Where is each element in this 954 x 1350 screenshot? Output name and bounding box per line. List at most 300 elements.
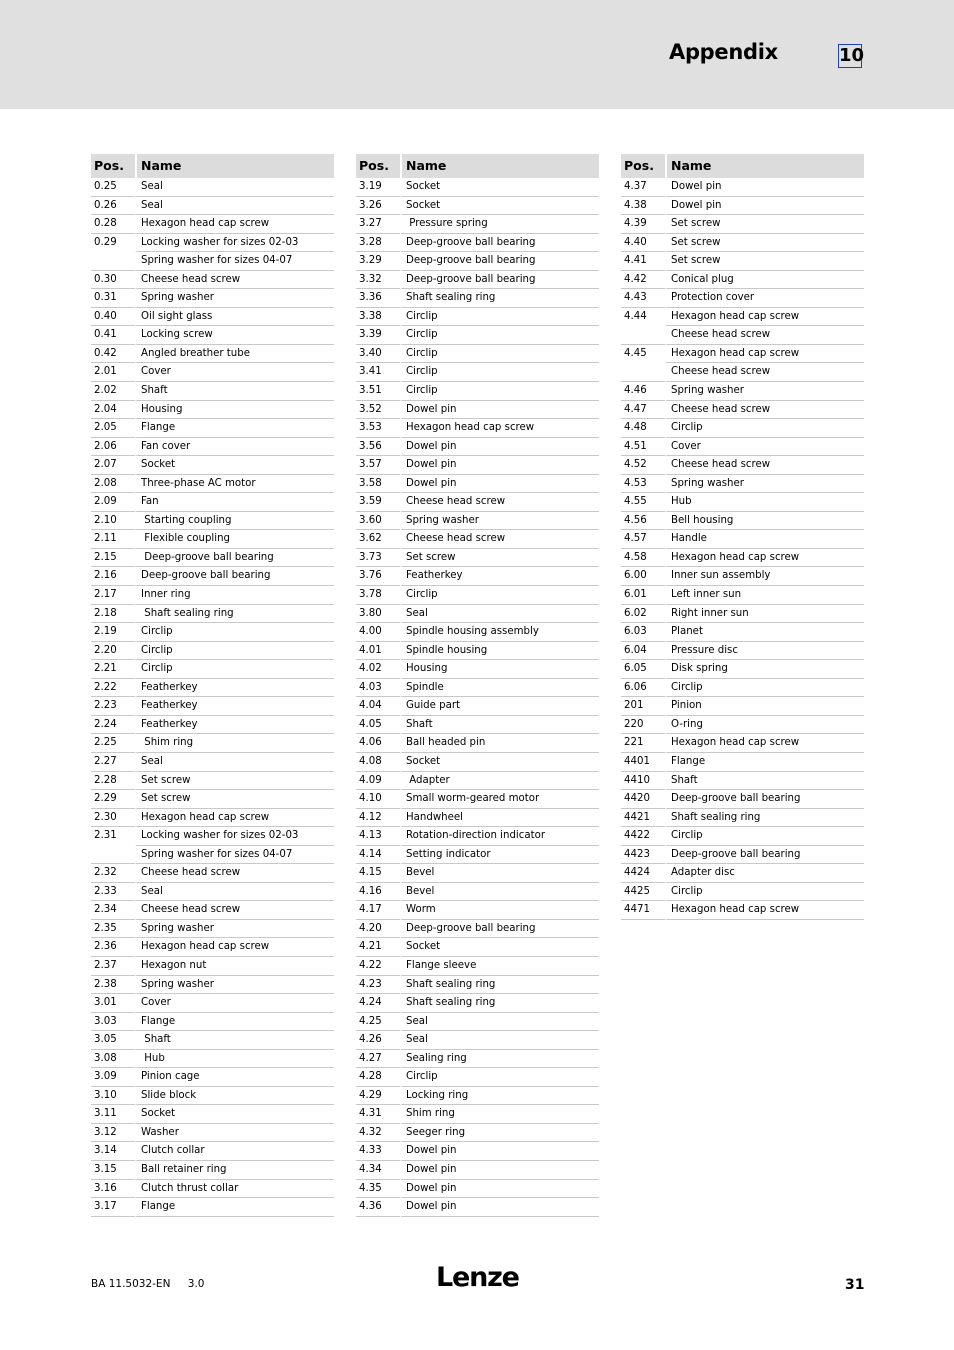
table-row bbox=[91, 938, 334, 957]
table-row bbox=[621, 827, 864, 846]
name-cell: Hexagon nut bbox=[135, 957, 334, 976]
name-cell: Socket bbox=[135, 1105, 334, 1124]
pos-cell: 4.55 bbox=[621, 493, 665, 512]
name-cell: Clutch collar bbox=[135, 1142, 334, 1161]
name-cell: Clutch thrust collar bbox=[135, 1180, 334, 1199]
table-row bbox=[621, 901, 864, 920]
name-cell: Conical plug bbox=[665, 271, 864, 290]
name-cell: Pressure spring bbox=[400, 215, 599, 234]
pos-cell: 2.01 bbox=[91, 363, 135, 382]
pos-cell: 3.39 bbox=[356, 326, 400, 345]
table-row bbox=[356, 883, 599, 902]
pos-cell: 4.37 bbox=[621, 178, 665, 197]
name-cell: Pinion bbox=[665, 697, 864, 716]
pos-cell: 4.44 bbox=[624, 310, 647, 322]
pos-cell: 3.17 bbox=[91, 1198, 135, 1217]
table-row bbox=[621, 660, 864, 679]
pos-cell: 2.25 bbox=[91, 734, 135, 753]
pos-cell: 4.16 bbox=[356, 883, 400, 902]
table-row bbox=[91, 790, 334, 809]
table-row bbox=[91, 753, 334, 772]
table-row bbox=[356, 308, 599, 327]
name-cell: Circlip bbox=[400, 308, 599, 327]
table-row bbox=[91, 419, 334, 438]
pos-cell: 0.42 bbox=[91, 345, 135, 364]
pos-cell: 2.18 bbox=[91, 605, 135, 624]
pos-cell: 3.57 bbox=[356, 456, 400, 475]
name-cell: Cheese head screw bbox=[135, 271, 334, 290]
table-row bbox=[356, 586, 599, 605]
name-cell: Dowel pin bbox=[400, 1180, 599, 1199]
table-row bbox=[91, 363, 334, 382]
parts-table-3 bbox=[621, 154, 864, 920]
pos-cell: 4.40 bbox=[621, 234, 665, 253]
table-row bbox=[356, 734, 599, 753]
name-cell: Locking screw bbox=[135, 326, 334, 345]
lenze-logo: Lenze bbox=[436, 1262, 519, 1293]
pos-cell: 4.03 bbox=[356, 679, 400, 698]
name-cell: Hexagon head cap screw bbox=[135, 809, 334, 828]
name-cell: Seal bbox=[135, 197, 334, 216]
name-cell: Deep-groove ball bearing bbox=[400, 234, 599, 253]
table-row bbox=[621, 809, 864, 828]
name-cell: Housing bbox=[135, 401, 334, 420]
name-cell: Featherkey bbox=[400, 567, 599, 586]
chapter-number-link[interactable]: 10 bbox=[839, 45, 865, 66]
name-cell: Cheese head screw bbox=[135, 901, 334, 920]
name-cell: Seeger ring bbox=[400, 1124, 599, 1143]
table-row bbox=[91, 679, 334, 698]
pos-cell: 4.39 bbox=[621, 215, 665, 234]
name-cell: Circlip bbox=[400, 345, 599, 364]
name-cell: Hexagon head cap screw bbox=[665, 901, 864, 920]
pos-cell: 3.62 bbox=[356, 530, 400, 549]
name-cell: Ball retainer ring bbox=[135, 1161, 334, 1180]
table-row bbox=[356, 549, 599, 568]
pos-cell: 4.36 bbox=[356, 1198, 400, 1217]
pos-cell: 4.28 bbox=[356, 1068, 400, 1087]
table-row bbox=[356, 716, 599, 735]
table-row bbox=[356, 994, 599, 1013]
table-row bbox=[621, 586, 864, 605]
pos-cell: 3.14 bbox=[91, 1142, 135, 1161]
name-cell: Shaft sealing ring bbox=[400, 289, 599, 308]
table-row bbox=[356, 976, 599, 995]
header-pos: Pos. bbox=[624, 158, 654, 173]
pos-cell: 3.76 bbox=[356, 567, 400, 586]
table-row bbox=[621, 234, 864, 253]
pos-cell: 3.56 bbox=[356, 438, 400, 457]
name-cell: Bell housing bbox=[665, 512, 864, 531]
table-row bbox=[621, 716, 864, 735]
pos-cell: 4.46 bbox=[621, 382, 665, 401]
pos-cell: 4.01 bbox=[356, 642, 400, 661]
pos-cell: 4.24 bbox=[356, 994, 400, 1013]
table-row bbox=[356, 1068, 599, 1087]
table-row bbox=[356, 679, 599, 698]
pos-cell: 4.26 bbox=[356, 1031, 400, 1050]
table-row bbox=[621, 530, 864, 549]
table-row bbox=[91, 864, 334, 883]
table-row bbox=[91, 308, 334, 327]
table-row bbox=[356, 493, 599, 512]
table-row bbox=[91, 1031, 334, 1050]
table-row bbox=[621, 605, 864, 624]
name-cell: Hexagon head cap screw bbox=[665, 549, 864, 568]
name-cell: Locking ring bbox=[400, 1087, 599, 1106]
pos-cell: 3.32 bbox=[356, 271, 400, 290]
pos-cell bbox=[91, 252, 135, 271]
pos-cell: 2.30 bbox=[91, 809, 135, 828]
pos-cell: 4.47 bbox=[621, 401, 665, 420]
name-cell: Circlip bbox=[665, 827, 864, 846]
table-row bbox=[356, 846, 599, 865]
name-cell: Flange sleeve bbox=[400, 957, 599, 976]
pos-cell: 3.10 bbox=[91, 1087, 135, 1106]
name-cell: Circlip bbox=[400, 586, 599, 605]
name-cell: Shaft bbox=[135, 1031, 334, 1050]
pos-cell: 4410 bbox=[621, 772, 665, 791]
table-row bbox=[91, 1068, 334, 1087]
table-row bbox=[356, 382, 599, 401]
pos-cell: 4.56 bbox=[621, 512, 665, 531]
table-row bbox=[91, 252, 334, 271]
name-cell: Dowel pin bbox=[400, 1142, 599, 1161]
footer-doc-info bbox=[91, 1278, 218, 1290]
pos-cell: 2.04 bbox=[91, 401, 135, 420]
table-row bbox=[91, 901, 334, 920]
table-row bbox=[621, 252, 864, 271]
table-row bbox=[356, 1142, 599, 1161]
table-row bbox=[356, 530, 599, 549]
name-cell: Flange bbox=[135, 1013, 334, 1032]
table-row bbox=[621, 438, 864, 457]
pos-cell: 2.37 bbox=[91, 957, 135, 976]
table-row bbox=[621, 308, 864, 327]
table-row bbox=[356, 289, 599, 308]
pos-cell: 2.33 bbox=[91, 883, 135, 902]
table-row bbox=[91, 1050, 334, 1069]
table-row bbox=[356, 753, 599, 772]
table-row bbox=[356, 456, 599, 475]
table-row bbox=[91, 289, 334, 308]
table-row bbox=[356, 809, 599, 828]
name-cell: Cheese head screw bbox=[400, 493, 599, 512]
name-cell: Seal bbox=[400, 1013, 599, 1032]
name-cell: Circlip bbox=[665, 679, 864, 698]
table-row bbox=[356, 401, 599, 420]
pos-cell: 0.28 bbox=[91, 215, 135, 234]
pos-cell: 2.34 bbox=[91, 901, 135, 920]
pos-cell: 6.03 bbox=[621, 623, 665, 642]
pos-cell: 4.13 bbox=[356, 827, 400, 846]
table-row bbox=[91, 401, 334, 420]
table-row bbox=[356, 827, 599, 846]
name-cell: Shaft sealing ring bbox=[135, 605, 334, 624]
pos-cell: 2.11 bbox=[91, 530, 135, 549]
name-cell: Shim ring bbox=[135, 734, 334, 753]
table-row bbox=[91, 456, 334, 475]
name-cell: Dowel pin bbox=[665, 197, 864, 216]
pos-cell: 3.59 bbox=[356, 493, 400, 512]
pos-cell: 3.73 bbox=[356, 549, 400, 568]
name-cell: Ball headed pin bbox=[400, 734, 599, 753]
table-row bbox=[356, 512, 599, 531]
pos-cell: 3.27 bbox=[356, 215, 400, 234]
name-cell: Disk spring bbox=[665, 660, 864, 679]
doc-version: 3.0 bbox=[187, 1278, 205, 1290]
table-row bbox=[91, 883, 334, 902]
name-cell: Protection cover bbox=[665, 289, 864, 308]
name-cell: Shaft bbox=[665, 772, 864, 791]
pos-cell: 3.58 bbox=[356, 475, 400, 494]
pos-cell: 4.48 bbox=[621, 419, 665, 438]
pos-cell: 3.08 bbox=[91, 1050, 135, 1069]
table-row bbox=[621, 883, 864, 902]
pos-cell: 2.19 bbox=[91, 623, 135, 642]
table-row bbox=[91, 530, 334, 549]
table-row bbox=[356, 1180, 599, 1199]
pos-cell: 4423 bbox=[621, 846, 665, 865]
name-cell: Cover bbox=[135, 363, 334, 382]
pos-cell: 4.25 bbox=[356, 1013, 400, 1032]
pos-cell: 4.53 bbox=[621, 475, 665, 494]
name-cell: Inner ring bbox=[135, 586, 334, 605]
table-row bbox=[356, 697, 599, 716]
pos-cell: 2.16 bbox=[91, 567, 135, 586]
pos-cell: 0.26 bbox=[91, 197, 135, 216]
table-row bbox=[91, 382, 334, 401]
table-row bbox=[91, 326, 334, 345]
pos-cell: 0.31 bbox=[91, 289, 135, 308]
pos-cell: 4.02 bbox=[356, 660, 400, 679]
pos-cell: 2.36 bbox=[91, 938, 135, 957]
name-cell: Adapter bbox=[400, 772, 599, 791]
pos-cell: 3.38 bbox=[356, 308, 400, 327]
name-cell: Bevel bbox=[400, 883, 599, 902]
table-row bbox=[621, 567, 864, 586]
table-row bbox=[91, 772, 334, 791]
name-cell: Pinion cage bbox=[135, 1068, 334, 1087]
name-cell: Hexagon head cap screw bbox=[665, 345, 864, 364]
table-row bbox=[91, 734, 334, 753]
table-row bbox=[91, 827, 334, 846]
name-cell: Hexagon head cap screw bbox=[135, 938, 334, 957]
pos-cell: 4.52 bbox=[621, 456, 665, 475]
pos-cell: 0.30 bbox=[91, 271, 135, 290]
pos-cell: 4.31 bbox=[356, 1105, 400, 1124]
pos-cell bbox=[621, 326, 665, 345]
pos-cell: 0.25 bbox=[91, 178, 135, 197]
table-row bbox=[91, 957, 334, 976]
table-row bbox=[91, 1013, 334, 1032]
table-row bbox=[621, 197, 864, 216]
name-cell: Deep-groove ball bearing bbox=[400, 252, 599, 271]
name-cell: Deep-groove ball bearing bbox=[400, 920, 599, 939]
table-row bbox=[621, 734, 864, 753]
table-row bbox=[91, 1142, 334, 1161]
pos-cell: 3.16 bbox=[91, 1180, 135, 1199]
table-row bbox=[621, 456, 864, 475]
table-row bbox=[356, 1198, 599, 1217]
name-cell: Washer bbox=[135, 1124, 334, 1143]
table-row bbox=[356, 938, 599, 957]
pos-cell: 3.53 bbox=[356, 419, 400, 438]
name-cell: Circlip bbox=[400, 382, 599, 401]
table-row bbox=[91, 920, 334, 939]
table-row bbox=[621, 271, 864, 290]
pos-cell: 4471 bbox=[621, 901, 665, 920]
pos-cell: 4.05 bbox=[356, 716, 400, 735]
pos-cell: 3.29 bbox=[356, 252, 400, 271]
name-cell: Locking washer for sizes 02-03 bbox=[135, 234, 334, 253]
pos-cell: 6.04 bbox=[621, 642, 665, 661]
name-cell: Handwheel bbox=[400, 809, 599, 828]
name-cell: Dowel pin bbox=[665, 178, 864, 197]
name-cell: Housing bbox=[400, 660, 599, 679]
table-row bbox=[356, 1161, 599, 1180]
table-header bbox=[621, 154, 864, 178]
name-cell: Spindle bbox=[400, 679, 599, 698]
name-cell: Circlip bbox=[665, 419, 864, 438]
table-row bbox=[621, 326, 864, 345]
name-cell: Cheese head screw bbox=[665, 363, 864, 382]
name-cell: Shaft bbox=[135, 382, 334, 401]
table-row bbox=[621, 363, 864, 382]
name-cell: Hub bbox=[135, 1050, 334, 1069]
pos-cell: 3.03 bbox=[91, 1013, 135, 1032]
table-row bbox=[621, 549, 864, 568]
table-row bbox=[356, 1087, 599, 1106]
name-cell: Deep-groove ball bearing bbox=[135, 549, 334, 568]
table-row bbox=[91, 234, 334, 253]
header-pos: Pos. bbox=[94, 158, 124, 173]
pos-cell: 2.38 bbox=[91, 976, 135, 995]
name-cell: Dowel pin bbox=[400, 401, 599, 420]
table-row bbox=[621, 772, 864, 791]
table-row bbox=[91, 809, 334, 828]
name-cell: Circlip bbox=[665, 883, 864, 902]
name-cell: Cheese head screw bbox=[665, 456, 864, 475]
pos-cell: 0.29 bbox=[94, 236, 117, 248]
pos-cell: 3.05 bbox=[91, 1031, 135, 1050]
name-cell: Hexagon head cap screw bbox=[665, 734, 864, 753]
pos-cell: 0.41 bbox=[91, 326, 135, 345]
table-row bbox=[91, 271, 334, 290]
pos-cell: 3.40 bbox=[356, 345, 400, 364]
pos-cell: 3.11 bbox=[91, 1105, 135, 1124]
table-row bbox=[356, 623, 599, 642]
table-row bbox=[621, 401, 864, 420]
pos-cell: 4.45 bbox=[624, 347, 647, 359]
name-cell: Spring washer bbox=[135, 289, 334, 308]
name-cell: Socket bbox=[400, 753, 599, 772]
pos-cell: 2.09 bbox=[91, 493, 135, 512]
name-cell: Seal bbox=[135, 753, 334, 772]
name-cell: Handle bbox=[665, 530, 864, 549]
pos-cell: 4424 bbox=[621, 864, 665, 883]
pos-cell: 4.33 bbox=[356, 1142, 400, 1161]
pos-cell: 2.22 bbox=[91, 679, 135, 698]
pos-cell: 3.80 bbox=[356, 605, 400, 624]
pos-cell: 4421 bbox=[621, 809, 665, 828]
name-cell: Spring washer bbox=[665, 382, 864, 401]
pos-cell: 201 bbox=[621, 697, 665, 716]
table-row bbox=[356, 326, 599, 345]
pos-cell: 4.14 bbox=[356, 846, 400, 865]
name-cell: Left inner sun bbox=[665, 586, 864, 605]
name-cell: Featherkey bbox=[135, 716, 334, 735]
table-row bbox=[356, 660, 599, 679]
name-cell: Spindle housing assembly bbox=[400, 623, 599, 642]
table-row bbox=[356, 901, 599, 920]
pos-cell: 4.21 bbox=[356, 938, 400, 957]
table-row bbox=[356, 1105, 599, 1124]
table-row bbox=[621, 215, 864, 234]
pos-cell: 4.20 bbox=[356, 920, 400, 939]
table-row bbox=[356, 438, 599, 457]
pos-cell: 4.09 bbox=[356, 772, 400, 791]
name-cell: Guide part bbox=[400, 697, 599, 716]
table-row bbox=[91, 1161, 334, 1180]
table-row bbox=[356, 1050, 599, 1069]
name-cell: Socket bbox=[400, 938, 599, 957]
pos-cell: 221 bbox=[621, 734, 665, 753]
name-cell: Spring washer for sizes 04-07 bbox=[135, 252, 334, 271]
pos-cell: 3.60 bbox=[356, 512, 400, 531]
header-pos: Pos. bbox=[359, 158, 389, 173]
name-cell: Circlip bbox=[400, 363, 599, 382]
pos-cell: 4.22 bbox=[356, 957, 400, 976]
pos-cell: 4.23 bbox=[356, 976, 400, 995]
table-row bbox=[91, 1198, 334, 1217]
name-cell: Spring washer bbox=[400, 512, 599, 531]
name-cell: Adapter disc bbox=[665, 864, 864, 883]
pos-cell: 4425 bbox=[621, 883, 665, 902]
name-cell: Circlip bbox=[135, 660, 334, 679]
name-cell: Set screw bbox=[135, 772, 334, 791]
name-cell: Circlip bbox=[135, 623, 334, 642]
name-cell: Pressure disc bbox=[665, 642, 864, 661]
table-row bbox=[621, 289, 864, 308]
name-cell: Dowel pin bbox=[400, 438, 599, 457]
pos-cell: 4.32 bbox=[356, 1124, 400, 1143]
pos-cell: 2.23 bbox=[91, 697, 135, 716]
name-cell: Cheese head screw bbox=[665, 401, 864, 420]
table-row bbox=[356, 1013, 599, 1032]
table-row bbox=[621, 623, 864, 642]
header-name: Name bbox=[400, 154, 599, 178]
name-cell: Seal bbox=[135, 178, 334, 197]
pos-cell: 6.02 bbox=[621, 605, 665, 624]
header-name: Name bbox=[135, 154, 334, 178]
pos-cell: 6.05 bbox=[621, 660, 665, 679]
name-cell: Hexagon head cap screw bbox=[400, 419, 599, 438]
table-row bbox=[356, 864, 599, 883]
table-row bbox=[91, 493, 334, 512]
name-cell: Socket bbox=[135, 456, 334, 475]
name-cell: Right inner sun bbox=[665, 605, 864, 624]
pos-cell: 0.40 bbox=[91, 308, 135, 327]
name-cell: Deep-groove ball bearing bbox=[665, 790, 864, 809]
table-row bbox=[356, 475, 599, 494]
name-cell: Hexagon head cap screw bbox=[135, 215, 334, 234]
table-row bbox=[356, 419, 599, 438]
name-cell: Cheese head screw bbox=[135, 864, 334, 883]
pos-cell: 3.15 bbox=[91, 1161, 135, 1180]
pos-cell: 4422 bbox=[621, 827, 665, 846]
pos-cell: 2.08 bbox=[91, 475, 135, 494]
